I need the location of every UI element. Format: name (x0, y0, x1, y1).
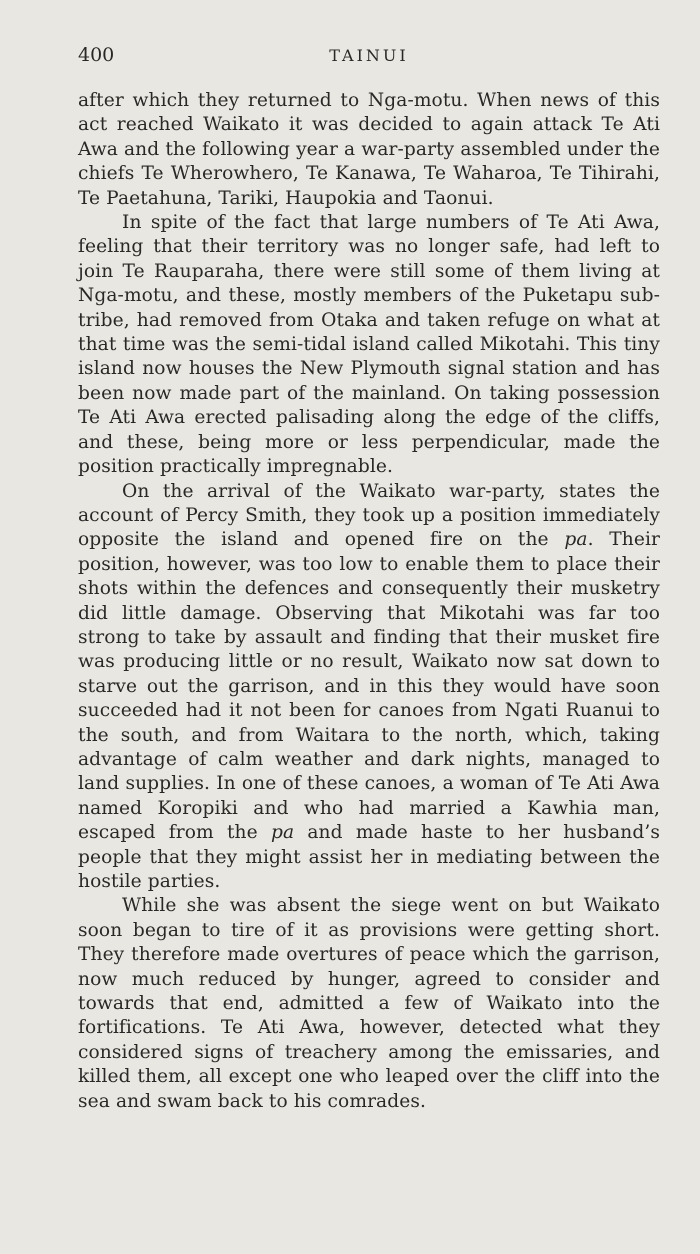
paragraph (78, 894, 660, 1114)
paragraph (78, 211, 660, 479)
italic-term: pa (270, 822, 295, 844)
page-header (78, 44, 660, 72)
paragraph-text: In spite of the fact that large numbers of Te Ati Awa, feeling that their territory was no longer safe, had left to join Te Rauparaha, there were still some of them living at Nga-motu, and these, mostly members of the Puketapu sub-tribe, had removed from Otaka and taken refuge on what at that time was the semi-tidal island called Mikotahi. This tiny island now houses the New Plymouth signal station and has been now made part of the mainland. On taking possession Te Ati Awa erected palisading along the edge of the cliffs, and these, being more or less perpendicular, made the position practically impregnable. (78, 212, 660, 478)
paragraph (78, 89, 660, 211)
paragraph-text: after which they returned to Nga-motu. When news of this act reached Waikato it was decided to again attack Te Ati Awa and the following year a war-party assembled under the chiefs Te Wherowhero, Te Kanawa, Te Waharoa, Te Tihirahi, Te Paetahuna, Tariki, Haupokia and Taonui. (78, 90, 660, 209)
paragraph (78, 480, 660, 895)
paragraph-text: . Their position, however, was too low to enable them to place their shots within the defences and consequently their musketry did little damage. Observing that Mikotahi was far too strong to take by assault and finding that their musket fire was producing little or no result, Waikato now sat down to starve out the garrison, and in this they would have soon succeeded had it not been for canoes from Ngati Ruanui to the south, and from Waitara to the north, which, taking advantage of calm weather and dark nights, managed to land supplies. In one of these canoes, a woman of Te Ati Awa named Koropiki and who had married a Kawhia man, escaped from the (78, 529, 660, 844)
paragraph-text: On the arrival of the Waikato war-party, states the account of Percy Smith, they took up a position immediately opposite the island and opened fire on the (78, 480, 660, 551)
running-head: TAINUI (329, 46, 409, 65)
body-text (78, 89, 660, 1114)
paragraph-text: and made haste to her husband’s people that they might assist her in mediating between the hostile parties. (78, 822, 660, 892)
italic-term: pa (564, 529, 588, 551)
page-number: 400 (78, 44, 115, 66)
paragraph-text: While she was absent the siege went on but Waikato soon began to tire of it as provisions were getting short. They therefore made overtures of peace which the garrison, now much reduced by hunger, agreed to consider and towards that end, admitted a few of Waikato into the fortifications. Te Ati Awa, however, detected what they considered signs of treachery among the emissaries, and killed them, all except one who leaped over the cliff into the sea and swam back to his comrades. (78, 895, 660, 1112)
